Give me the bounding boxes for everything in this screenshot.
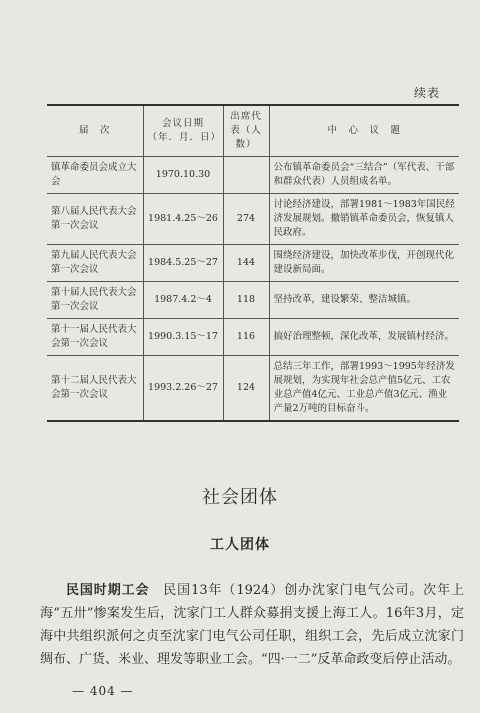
header-delegates: 出席代表（人数） [223, 105, 269, 157]
body-paragraph [40, 579, 464, 671]
cell-session: 镇革命委员会成立大会 [47, 157, 143, 194]
table-row [47, 194, 459, 245]
cell-delegates: 116 [223, 319, 269, 356]
table-row [47, 157, 459, 194]
cell-session: 第十届人民代表大会第一次会议 [47, 282, 143, 319]
cell-delegates [223, 157, 269, 194]
header-date: 会议日期（年．月．日） [143, 105, 223, 157]
table-row [47, 319, 459, 356]
cell-topic: 围绕经济建设，加快改革步伐，开创现代化建设新局面。 [269, 245, 459, 282]
table-row [47, 245, 459, 282]
table-row [47, 356, 459, 422]
page-number: — 404 — [72, 684, 134, 698]
cell-delegates: 144 [223, 245, 269, 282]
table-header-row [47, 105, 459, 157]
cell-date: 1970.10.30 [143, 157, 223, 194]
cell-date: 1993.2.26～27 [143, 356, 223, 422]
cell-session: 第九届人民代表大会第一次会议 [47, 245, 143, 282]
cell-session: 第八届人民代表大会第一次会议 [47, 194, 143, 245]
section-title: 社会团体 [202, 487, 278, 508]
paragraph-body: 民国13年（1924）创办沈家门电气公司。次年上海“五卅”惨案发生后，沈家门工人群众募捐支援上海工人。16年3月，定海中共组织派何之贞至沈家门电气公司任职，组织工会，先后成立沈家门绸布、广货、米业、理发等职业工会。“四·一二”反革命政变后停止活动。 [40, 583, 464, 667]
cell-topic: 总结三年工作，部署1993～1995年经济发展规划，为实现年社会总产值5亿元、工农业总产值4亿元、工业总产值3亿元、渔业产量2万吨的目标奋斗。 [269, 356, 459, 422]
cell-topic: 坚持改革，建设繁荣、整洁城镇。 [269, 282, 459, 319]
table-row [47, 282, 459, 319]
continued-label: 续表 [413, 86, 440, 100]
cell-topic: 公布镇革命委员会“三结合”（军代表、干部和群众代表）人员组成名单。 [269, 157, 459, 194]
cell-date: 1981.4.25～26 [143, 194, 223, 245]
header-topic: 中 心 议 题 [269, 105, 459, 157]
meetings-table [47, 104, 459, 422]
cell-topic: 讨论经济建设，部署1981～1983年国民经济发展规划。撤销镇革命委员会，恢复镇人民政府。 [269, 194, 459, 245]
cell-session: 第十二届人民代表大会第一次会议 [47, 356, 143, 422]
subsection-title: 工人团体 [210, 537, 270, 553]
header-session: 届 次 [47, 105, 143, 157]
cell-delegates: 274 [223, 194, 269, 245]
cell-topic: 搞好治理整顿，深化改革，发展镇村经济。 [269, 319, 459, 356]
cell-date: 1990.3.15～17 [143, 319, 223, 356]
paragraph-lead: 民国时期工会 [66, 583, 150, 598]
cell-delegates: 118 [223, 282, 269, 319]
cell-date: 1987.4.2～4 [143, 282, 223, 319]
cell-date: 1984.5.25～27 [143, 245, 223, 282]
cell-session: 第十一届人民代表大会第一次会议 [47, 319, 143, 356]
cell-delegates: 124 [223, 356, 269, 422]
